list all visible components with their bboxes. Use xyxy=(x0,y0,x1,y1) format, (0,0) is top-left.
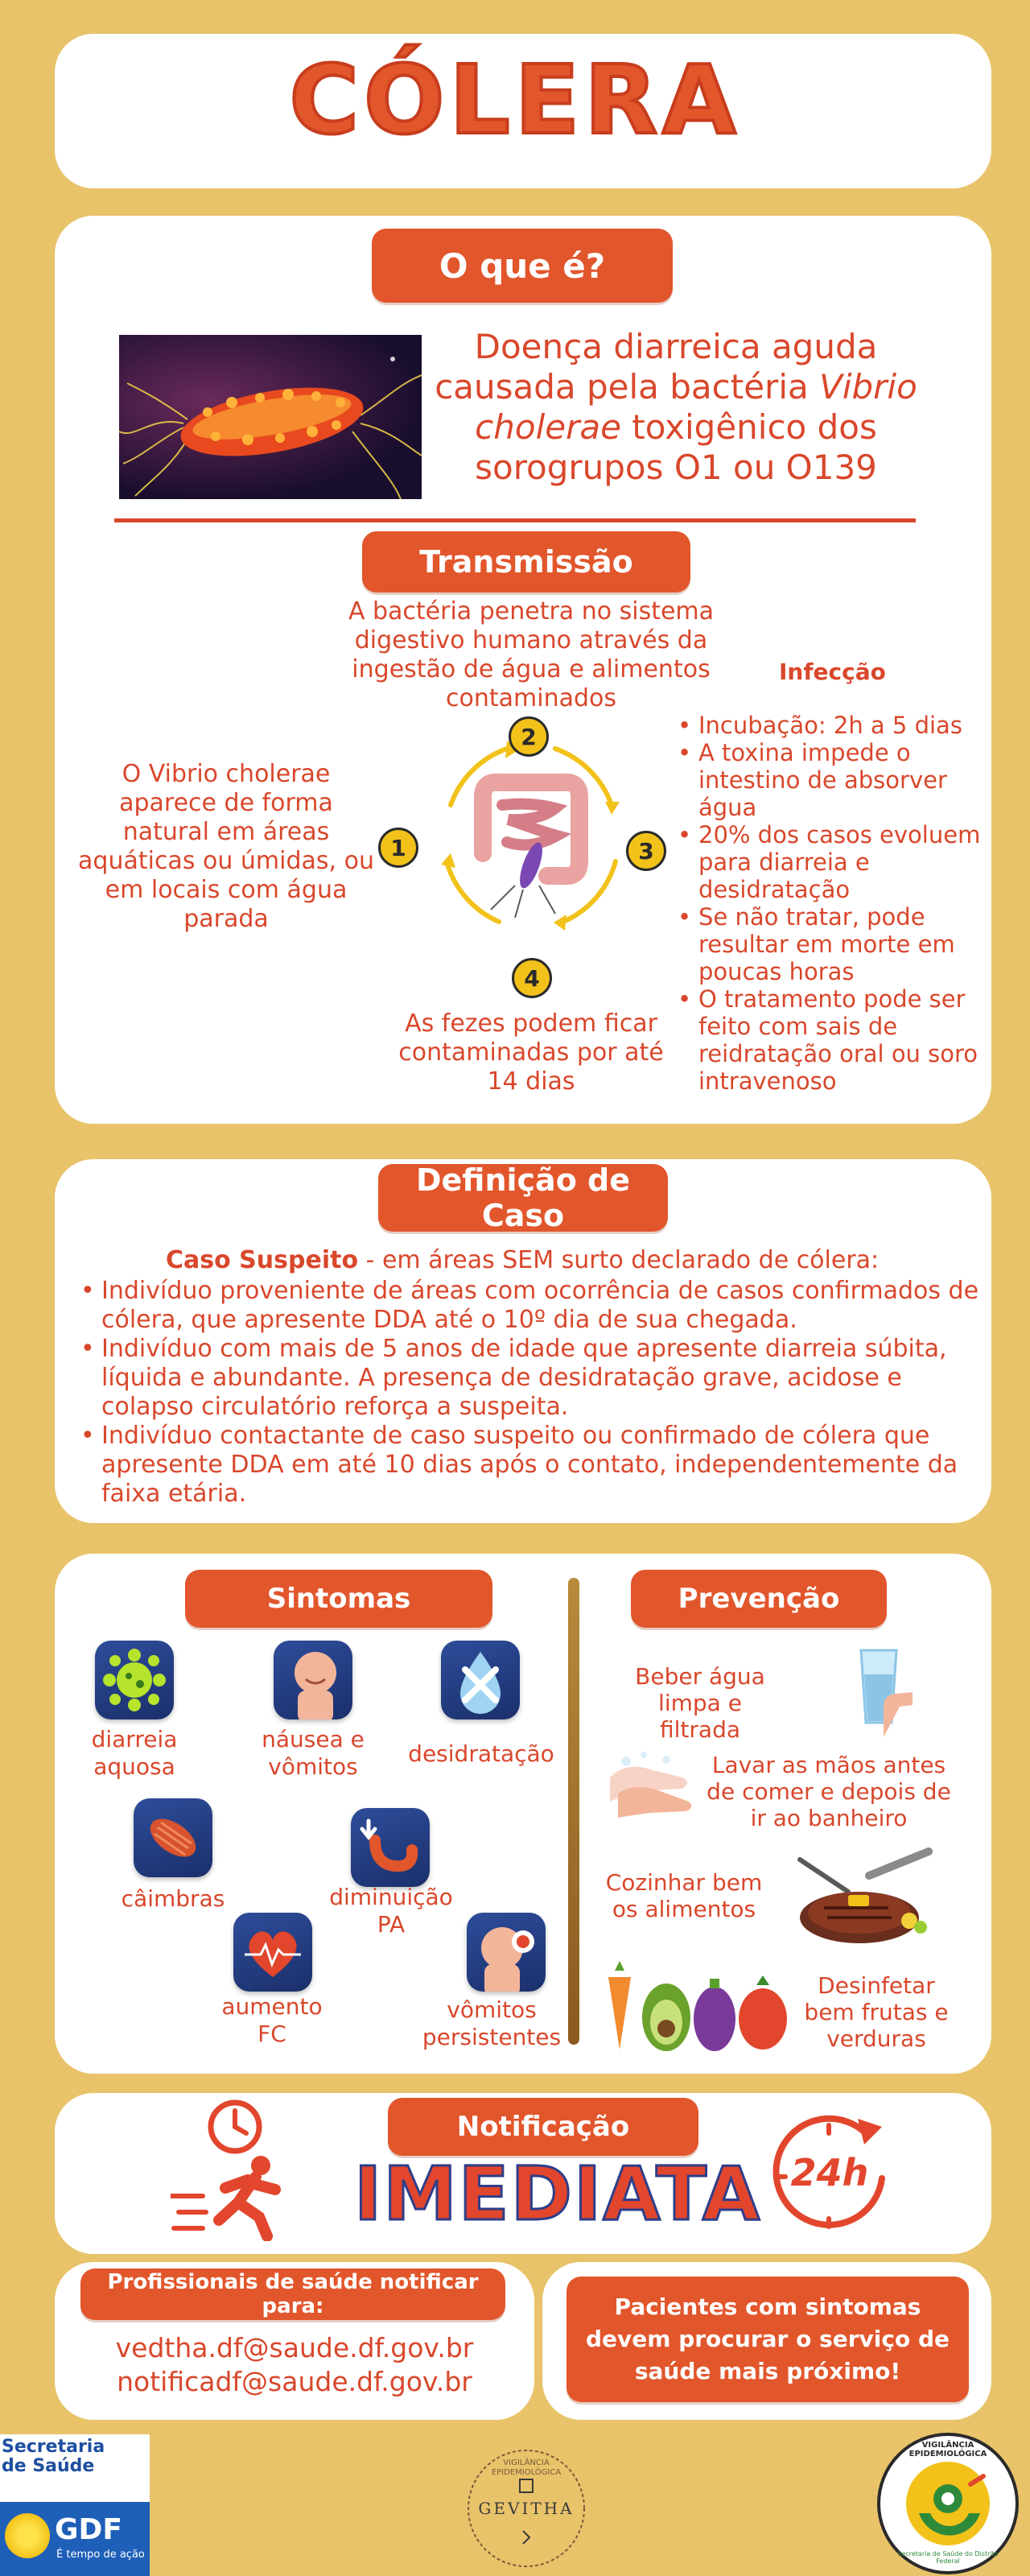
section-divider xyxy=(568,1578,579,2045)
case-definition-list xyxy=(80,1277,980,1509)
immediate-label: IMEDIATA xyxy=(354,2151,762,2237)
symptom-label-6: aumento FC xyxy=(221,1993,323,2047)
patients-message: Pacientes com sintomas devem procurar o serviço de saúde mais próximo! xyxy=(566,2277,969,2402)
step-3-badge: 3 xyxy=(626,831,666,871)
transmission-left-text: O Vibrio cholerae aparece de forma natural em áreas aquáticas ou úmidas, ou em locais com água parada xyxy=(78,760,374,933)
notification-heading: Notificação xyxy=(388,2098,698,2156)
bacteria-icon xyxy=(95,1641,174,1719)
suspect-rest: - em áreas SEM surto declarado de cólera: xyxy=(358,1246,880,1274)
case-item: • Indivíduo contactante de caso suspeito ou confirmado de cólera que apresente DDA em até 10 dias após o contato, independentemente da faixa etária. xyxy=(80,1422,980,1509)
symptoms-heading: Sintomas xyxy=(185,1570,492,1628)
divider xyxy=(114,518,916,522)
prevention-label-3: Cozinhar bem os alimentos xyxy=(605,1869,763,1922)
infection-item: • Incubação: 2h a 5 dias xyxy=(678,712,988,739)
infection-item: • Se não tratar, pode resultar em morte em poucas horas xyxy=(678,903,988,985)
symptom-label-2: náusea e vômitos xyxy=(262,1726,365,1780)
infection-heading: Infecção xyxy=(779,658,886,685)
cycle-arrows xyxy=(418,724,644,950)
seal-top-text: VIGILÂNCIA EPIDEMIOLÓGICA xyxy=(908,2441,987,2458)
what-is-line-4: sorogrupos O1 ou O139 xyxy=(475,448,877,487)
what-is-heading: O que é? xyxy=(372,229,673,303)
transmission-heading: Transmissão xyxy=(362,531,690,592)
case-item: • Indivíduo com mais de 5 anos de idade que apresente diarreia súbita, líquida e abundante. A presença de desidratação grave, acidose e colapso circulatório reforça a suspeita. xyxy=(80,1335,980,1422)
clock-badge-text: 24h xyxy=(790,2151,869,2194)
symptom-label-4: câimbras xyxy=(121,1885,225,1912)
prevention-heading: Prevenção xyxy=(631,1570,887,1628)
what-is-text xyxy=(426,327,925,488)
dehydration-icon xyxy=(441,1641,520,1719)
transmission-bottom-text: As fezes podem ficar contaminadas por até 14 dias xyxy=(398,1009,664,1096)
clock-24h-icon xyxy=(761,2101,898,2243)
nausea-icon xyxy=(274,1641,352,1719)
symptom-label-3: desidratação xyxy=(408,1740,554,1767)
contacts-heading: Profissionais de saúde notificar para: xyxy=(80,2268,505,2320)
intestine-icon xyxy=(483,782,579,918)
vigilancia-seal xyxy=(877,2433,1019,2574)
step-2-badge: 2 xyxy=(509,716,549,757)
symptom-label-1: diarreia aquosa xyxy=(91,1726,178,1780)
bacteria-image xyxy=(119,335,422,499)
steak-icon xyxy=(792,1843,933,1948)
gdf-box xyxy=(0,2502,150,2576)
ipe-flower-icon xyxy=(5,2513,50,2558)
prevention-label-2: Lavar as mãos antes de comer e depois de ir ao banheiro xyxy=(707,1752,951,1831)
transmission-cycle xyxy=(418,724,644,950)
email-link-2[interactable]: notificadf@saude.df.gov.br xyxy=(117,2366,472,2397)
case-item: • Indivíduo proveniente de áreas com ocorrência de casos confirmados de cólera, que apresente DDA até o 10º dia de sua chegada. xyxy=(80,1277,980,1335)
contacts-emails xyxy=(64,2331,525,2399)
page-title: CÓLERA xyxy=(289,44,741,155)
secretaria-logo xyxy=(0,2434,150,2576)
infection-item: • 20% dos casos evoluem para diarreia e desidratação xyxy=(678,821,988,903)
infection-item: • A toxina impede o intestino de absorver água xyxy=(678,739,988,821)
symptom-label-7: vômitos persistentes xyxy=(422,1996,562,2050)
suspect-case-title xyxy=(166,1246,879,1275)
runner-clock-icon xyxy=(171,2099,307,2241)
case-definition-heading: Definição de Caso xyxy=(378,1164,668,1232)
prevention-label-1: Beber água limpa e filtrada xyxy=(635,1663,765,1743)
step-1-badge: 1 xyxy=(378,828,418,868)
what-is-line-3: cholerae toxigênico dos xyxy=(475,407,877,447)
gevitha-label: GEVITHA xyxy=(478,2499,575,2518)
secretaria-label: Secretaria de Saúde xyxy=(2,2437,105,2476)
blood-pressure-icon xyxy=(351,1808,430,1887)
vegetables-icon xyxy=(592,1961,792,2058)
infection-list xyxy=(678,712,988,1095)
hand-wash-icon xyxy=(602,1745,698,1834)
gdf-label: GDF xyxy=(55,2513,123,2546)
vomit-icon xyxy=(467,1913,546,1992)
gevitha-logo xyxy=(454,2444,599,2573)
step-4-badge: 4 xyxy=(512,958,552,998)
transmission-top-text: A bactéria penetra no sistema digestivo humano através da ingestão de água e alimentos contaminados xyxy=(348,597,715,712)
gevitha-ring-text: VIGILÂNCIA EPIDEMIOLÓGICA xyxy=(491,2458,562,2477)
heart-icon xyxy=(233,1913,312,1992)
symptom-label-5: diminuição PA xyxy=(329,1884,453,1938)
seal-bottom-text: Secretaria de Saúde do Distrito Federal xyxy=(897,2550,999,2565)
suspect-label: Caso Suspeito xyxy=(166,1246,359,1274)
infection-item: • O tratamento pode ser feito com sais de reidratação oral ou soro intravenoso xyxy=(678,985,988,1095)
email-link-1[interactable]: vedtha.df@saude.df.gov.br xyxy=(115,2332,474,2363)
gdf-sub: É tempo de ação xyxy=(56,2549,145,2561)
what-is-line-1: Doença diarreica aguda xyxy=(474,327,878,366)
bacteria-icon xyxy=(119,335,422,499)
what-is-line-2: causada pela bactéria Vibrio xyxy=(435,367,917,407)
prevention-label-4: Desinfetar bem frutas e verduras xyxy=(804,1972,949,2052)
water-glass-icon xyxy=(843,1642,917,1739)
muscle-icon xyxy=(134,1798,212,1877)
